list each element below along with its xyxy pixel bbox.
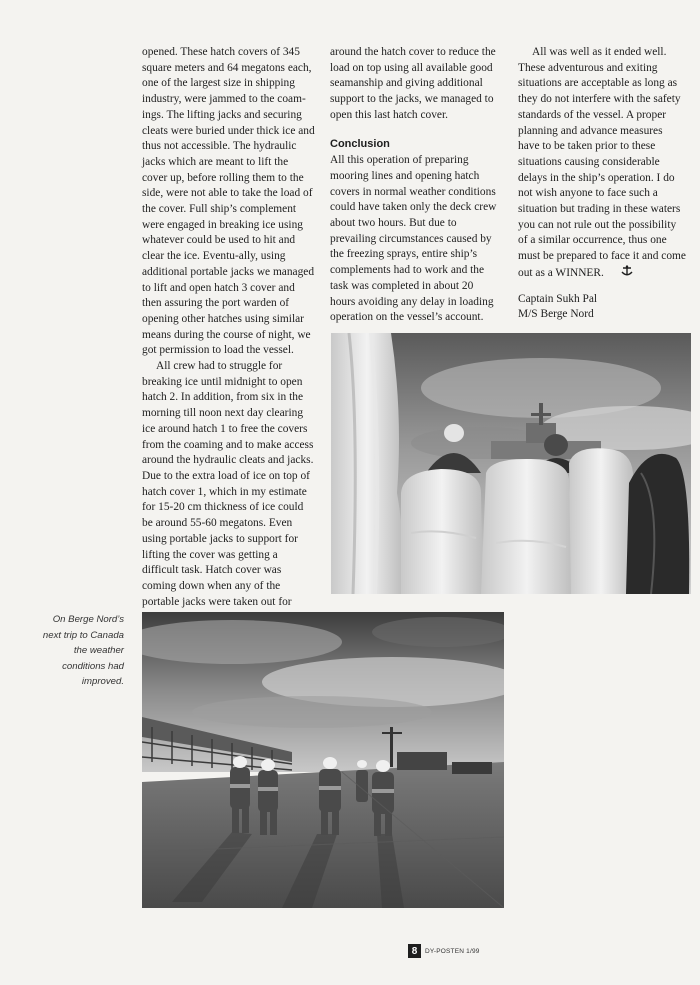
- photo-caption: On Berge Nord’s next trip to Canada the weather conditions had improved.: [42, 614, 124, 688]
- paragraph: opened. These hatch covers of 345 square meters and 64 megatons each, one of the largest size in shipping industry, were jammed to the coam-ings. The lifting jacks and securing cleats were buried under thick ice and thus not accessible. The hydraulic jacks which are meant to lift the cover up, before rolling them to the side, were not able to take the load of the cover. Full ship’s complement were engaged in breaking ice using whatever could be used to hit and clear the ice. Eventu-ally, using additional portable jacks we managed to lift and open hatch 3 cover and then assuring the port warden of opening other hatches using similar means during the course of night, we got permission to load the vessel.: [142, 46, 315, 357]
- signature: [518, 292, 686, 323]
- author-name: Captain Sukh Pal: [518, 292, 598, 305]
- article-column-1: [142, 45, 315, 642]
- article-column-3: [518, 45, 686, 323]
- paragraph: around the hatch cover to reduce the load on top using all available good seamanship and giving additional support to the jacks, we managed to open this last hatch cover.: [330, 46, 496, 121]
- publication-name: DY-POSTEN 1/99: [425, 947, 480, 955]
- paragraph: [518, 45, 686, 282]
- page-number: 8: [408, 944, 421, 958]
- page-footer: [408, 944, 480, 958]
- ship-logo-icon: [607, 265, 619, 277]
- paragraph: All this operation of preparing mooring lines and opening hatch covers in normal weather conditions could have taken only the deck crew about two hours. But due to prevailing circumstances caused by the freezing sprays, entire ship’s complements had to work and the task was completed in about 20 hours avoiding any delay in loading operation on the vessel’s account.: [330, 154, 497, 324]
- article-column-2: [330, 45, 500, 326]
- crew-on-deck-photo: [142, 612, 504, 908]
- section-heading: Conclusion: [330, 137, 390, 150]
- closing-paragraph-text: All was well as it ended well. These adventurous and exiting situations are acceptable as long as they do not interfere with the safety standards of the vessel. A proper planning and advance measures have to be taken prior to these situations causing considerable delays in the ship’s operation. I do not wish anyone to face such a situation but trading in these waters you can not rule out the possibility of a similar occurrence, thus one must be prepared to face it and come out as a WINNER.: [518, 46, 686, 279]
- paragraph: All crew had to struggle for breaking ice until midnight to open hatch 2. In addition, from six in the morning till noon next day clearing ice around hatch 1 to free the covers from the coaming and to make access around the hydraulic cleats and jacks. Due to the extra load of ice on top of hatch cover 1, which in my estimate for 15-20 cm thickness of ice could be around 55-60 megatons. Even using portable jacks to support for lifting the cover was getting a difficult task. Hatch cover was coming down when any of the portable jacks were taken out for: [142, 360, 314, 608]
- author-ship: M/S Berge Nord: [518, 308, 594, 321]
- ice-covered-deck-photo: [331, 333, 691, 594]
